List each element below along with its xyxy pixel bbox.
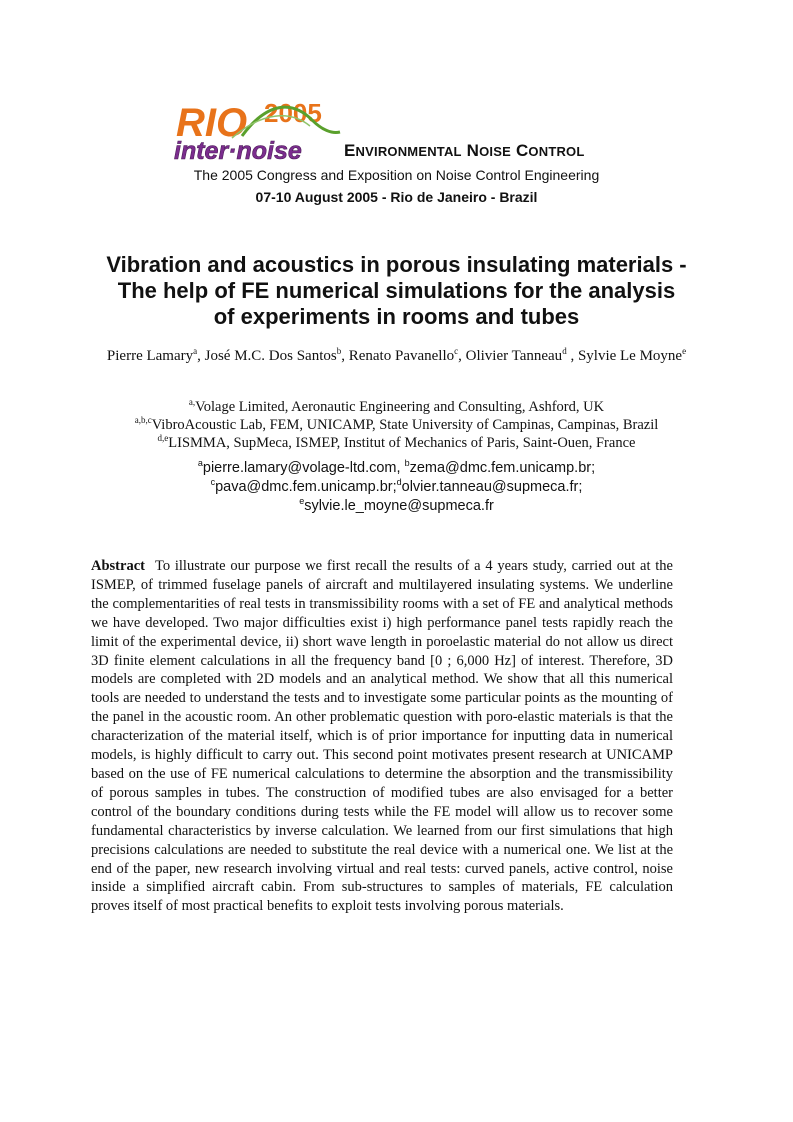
email-link[interactable]: sylvie.le_moyne@supmeca.fr xyxy=(304,498,494,514)
author-separator: , xyxy=(458,348,466,364)
email-link[interactable]: zema@dmc.fem.unicamp.br xyxy=(409,460,592,476)
internoise-logo xyxy=(172,92,342,164)
paper-title xyxy=(60,252,733,330)
conference-subtitle: The 2005 Congress and Exposition on Noise Control Engineering xyxy=(193,167,600,183)
author-sup: e xyxy=(682,346,687,356)
email-sup: b xyxy=(404,458,410,469)
author-name: Sylvie Le Moyne xyxy=(577,348,683,364)
email-link[interactable]: olvier.tanneau@supmeca.fr xyxy=(401,479,579,495)
email-line: $^c$pava@dmc.fem.unicamp.br;$^d$olvier.tanneau@supmeca.fr; xyxy=(210,477,583,495)
author-separator: , xyxy=(341,348,349,364)
affiliation-line xyxy=(60,416,733,434)
author-sup: b xyxy=(336,346,342,356)
svg-text:inter·noise: inter·noise xyxy=(174,137,302,164)
affiliation-line xyxy=(60,434,733,452)
author-name: José M.C. Dos Santos xyxy=(204,348,337,364)
title-line: Vibration and acoustics in porous insulating materials - xyxy=(106,252,687,277)
email-link[interactable]: pava@dmc.fem.unicamp.br xyxy=(215,479,393,495)
author-name: Pierre Lamary xyxy=(106,348,194,364)
author-sup: a xyxy=(193,346,198,356)
affiliations xyxy=(60,398,733,452)
email-line xyxy=(60,497,733,516)
author-separator: , xyxy=(197,348,205,364)
svg-text:2005: 2005 xyxy=(264,98,322,128)
email-sup: c xyxy=(210,477,216,488)
conference-name xyxy=(344,141,585,161)
affiliation-text: Volage Limited, Aeronautic Engineering and Consulting, Ashford, UK xyxy=(195,399,605,415)
email-sup: a xyxy=(197,458,203,469)
affiliation-sup: d,e xyxy=(157,433,169,444)
abstract-heading: Abstract xyxy=(91,558,145,574)
abstract xyxy=(91,557,673,916)
title-line: The help of FE numerical simulations for the analysis xyxy=(117,278,676,303)
affiliation-sup: a,b,c xyxy=(134,415,152,426)
email-link[interactable]: pierre.lamary@volage-ltd.com xyxy=(202,460,397,476)
affiliation-line xyxy=(60,398,733,416)
author-sup: c xyxy=(454,346,459,356)
author-list xyxy=(100,346,693,366)
conference-name-text: ENVIRONMENTAL NOISE CONTROL xyxy=(344,141,585,160)
affiliation-sup: a, xyxy=(188,397,196,408)
author-name: Olivier Tanneau xyxy=(465,348,563,364)
author-separator: , xyxy=(566,348,578,364)
conference-date-place: 07-10 August 2005 - Rio de Janeiro - Brazil xyxy=(255,189,538,205)
email-sup: d xyxy=(396,477,402,488)
author-emails xyxy=(60,459,733,516)
author-sup: d xyxy=(562,346,567,356)
email-line: $^a$pierre.lamary@volage-ltd.com, $^b$zema@dmc.fem.unicamp.br; xyxy=(197,458,596,476)
abstract-body: To illustrate our purpose we first recall the results of a 4 years study, carried out at the ISMEP, of trimmed fuselage panels of aircraft and multilayered insulating systems. We underline the complementarities of real tests in transmissibility rooms with a set of FE and analytical methods we have developed. Two major difficulties exist i) high performance panel tests rapidly reach the limit of the experimental device, ii) short wave length in poroelastic material do not allow us direct 3D finite element calculations in all the frequency band [0 ; 6,000 Hz] of interest. Therefore, 3D models are completed with 2D models and an analytical method. We show that all this numerical tools are needed to understand the tests and to investigate some particular points as the mounting of the panel in the acoustic room. An other problematic question with poro-elastic materials is that the characterization of the material itself, which is of prior importance for inputting data in numerical models, is highly difficult to carry out. This second point motivates present research at UNICAMP based on the use of FE numerical calculations to determine the absorption and the transmissibility of porous samples in tubes. The construction of modified tubes are also envisaged for a better control of the boundary conditions during tests while the FE model will allow us to recover some fundamental characteristics by inverse calculation. We learned from our first simulations that high precisions calculations are needed to substitute the real device with a numerical one. We list at the end of the paper, new research involving virtual and real tests: curved panels, active control, noise inside a simplified aircraft cabin. From sub-structures to samples of materials, FE calculation proves itself of most practical benefits to exploit tests involving porous materials. xyxy=(91,558,673,915)
affiliation-text: VibroAcoustic Lab, FEM, UNICAMP, State University of Campinas, Campinas, Brazil xyxy=(151,417,659,433)
svg-text:RIO: RIO xyxy=(176,101,248,145)
title-line: of experiments in rooms and tubes xyxy=(213,304,580,329)
affiliation-text: LISMMA, SupMeca, ISMEP, Institut of Mechanics of Paris, Saint-Ouen, France xyxy=(168,435,636,451)
email-sup: e xyxy=(299,496,305,507)
rio-2005-internoise-logo-image xyxy=(172,92,342,164)
author-name: Renato Pavanello xyxy=(348,348,455,364)
